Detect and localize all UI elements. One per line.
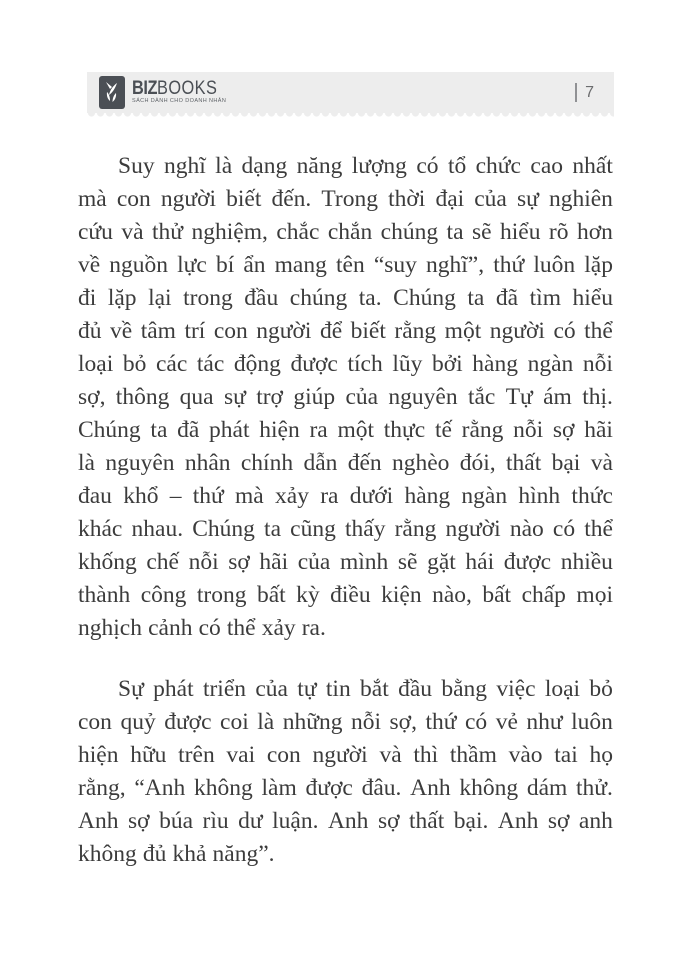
text-line: khống chế nỗi sợ hãi của mình sẽ gặt hái được nhiều — [78, 549, 613, 575]
text-line: về nguồn lực bí ẩn mang tên “suy nghĩ”, thứ luôn lặp — [78, 252, 613, 278]
text-line: mà con người biết đến. Trong thời đại của sự nghiên — [78, 186, 613, 212]
brand-name-books: BOOKS — [157, 78, 218, 99]
page-number — [575, 83, 594, 102]
text-line: Chúng ta đã phát hiện ra một thực tế rằng nỗi sợ hãi — [78, 417, 613, 443]
text-line: là nguyên nhân chính dẫn đến nghèo đói, thất bại và — [78, 450, 613, 476]
header-scalloped-edge — [87, 113, 614, 118]
page-header — [87, 72, 614, 113]
bizbooks-logo-icon — [99, 76, 125, 109]
brand-tagline: SÁCH DÀNH CHO DOANH NHÂN — [132, 98, 227, 104]
text-line: đau khổ – thứ mà xảy ra dưới hàng ngàn hình thức — [78, 483, 613, 509]
publisher-logo — [99, 76, 231, 109]
page-body — [78, 150, 613, 871]
paragraph — [78, 673, 613, 871]
text-line: nghịch cảnh có thể xảy ra. — [78, 615, 326, 641]
text-line: khác nhau. Chúng ta cũng thấy rằng người nào có thể — [78, 516, 613, 542]
text-line: đủ về tâm trí con người để biết rằng một người có thể — [78, 318, 613, 344]
text-line: cứu và thử nghiệm, chắc chắn chúng ta sẽ hiểu rõ hơn — [78, 219, 613, 245]
brand-name-biz: BIZ — [132, 78, 158, 99]
text-line: sợ, thông qua sự trợ giúp của nguyên tắc Tự ám thị. — [78, 384, 613, 410]
text-line: Anh sợ búa rìu dư luận. Anh sợ thất bại. Anh sợ anh — [78, 808, 613, 834]
text-line: thành công trong bất kỳ điều kiện nào, bất chấp mọi — [78, 582, 613, 608]
text-line: con quỷ được coi là những nỗi sợ, thứ có vẻ như luôn — [78, 709, 613, 735]
text-line: Suy nghĩ là dạng năng lượng có tổ chức cao nhất — [118, 153, 613, 179]
page-number-divider — [575, 83, 577, 102]
text-line: rằng, “Anh không làm được đâu. Anh không dám thử. — [78, 775, 613, 801]
text-line: hiện hữu trên vai con người và thì thầm vào tai họ — [78, 742, 613, 768]
paragraph — [78, 150, 613, 645]
page-number-value: 7 — [585, 83, 594, 101]
brand-text — [132, 80, 231, 105]
brand-name — [132, 80, 217, 97]
text-line: loại bỏ các tác động được tích lũy bởi hàng ngàn nỗi — [78, 351, 613, 377]
text-line: không đủ khả năng”. — [78, 841, 275, 867]
text-line: Sự phát triển của tự tin bắt đầu bằng việc loại bỏ — [118, 676, 613, 702]
text-line: đi lặp lại trong đầu chúng ta. Chúng ta đã tìm hiểu — [78, 285, 613, 311]
